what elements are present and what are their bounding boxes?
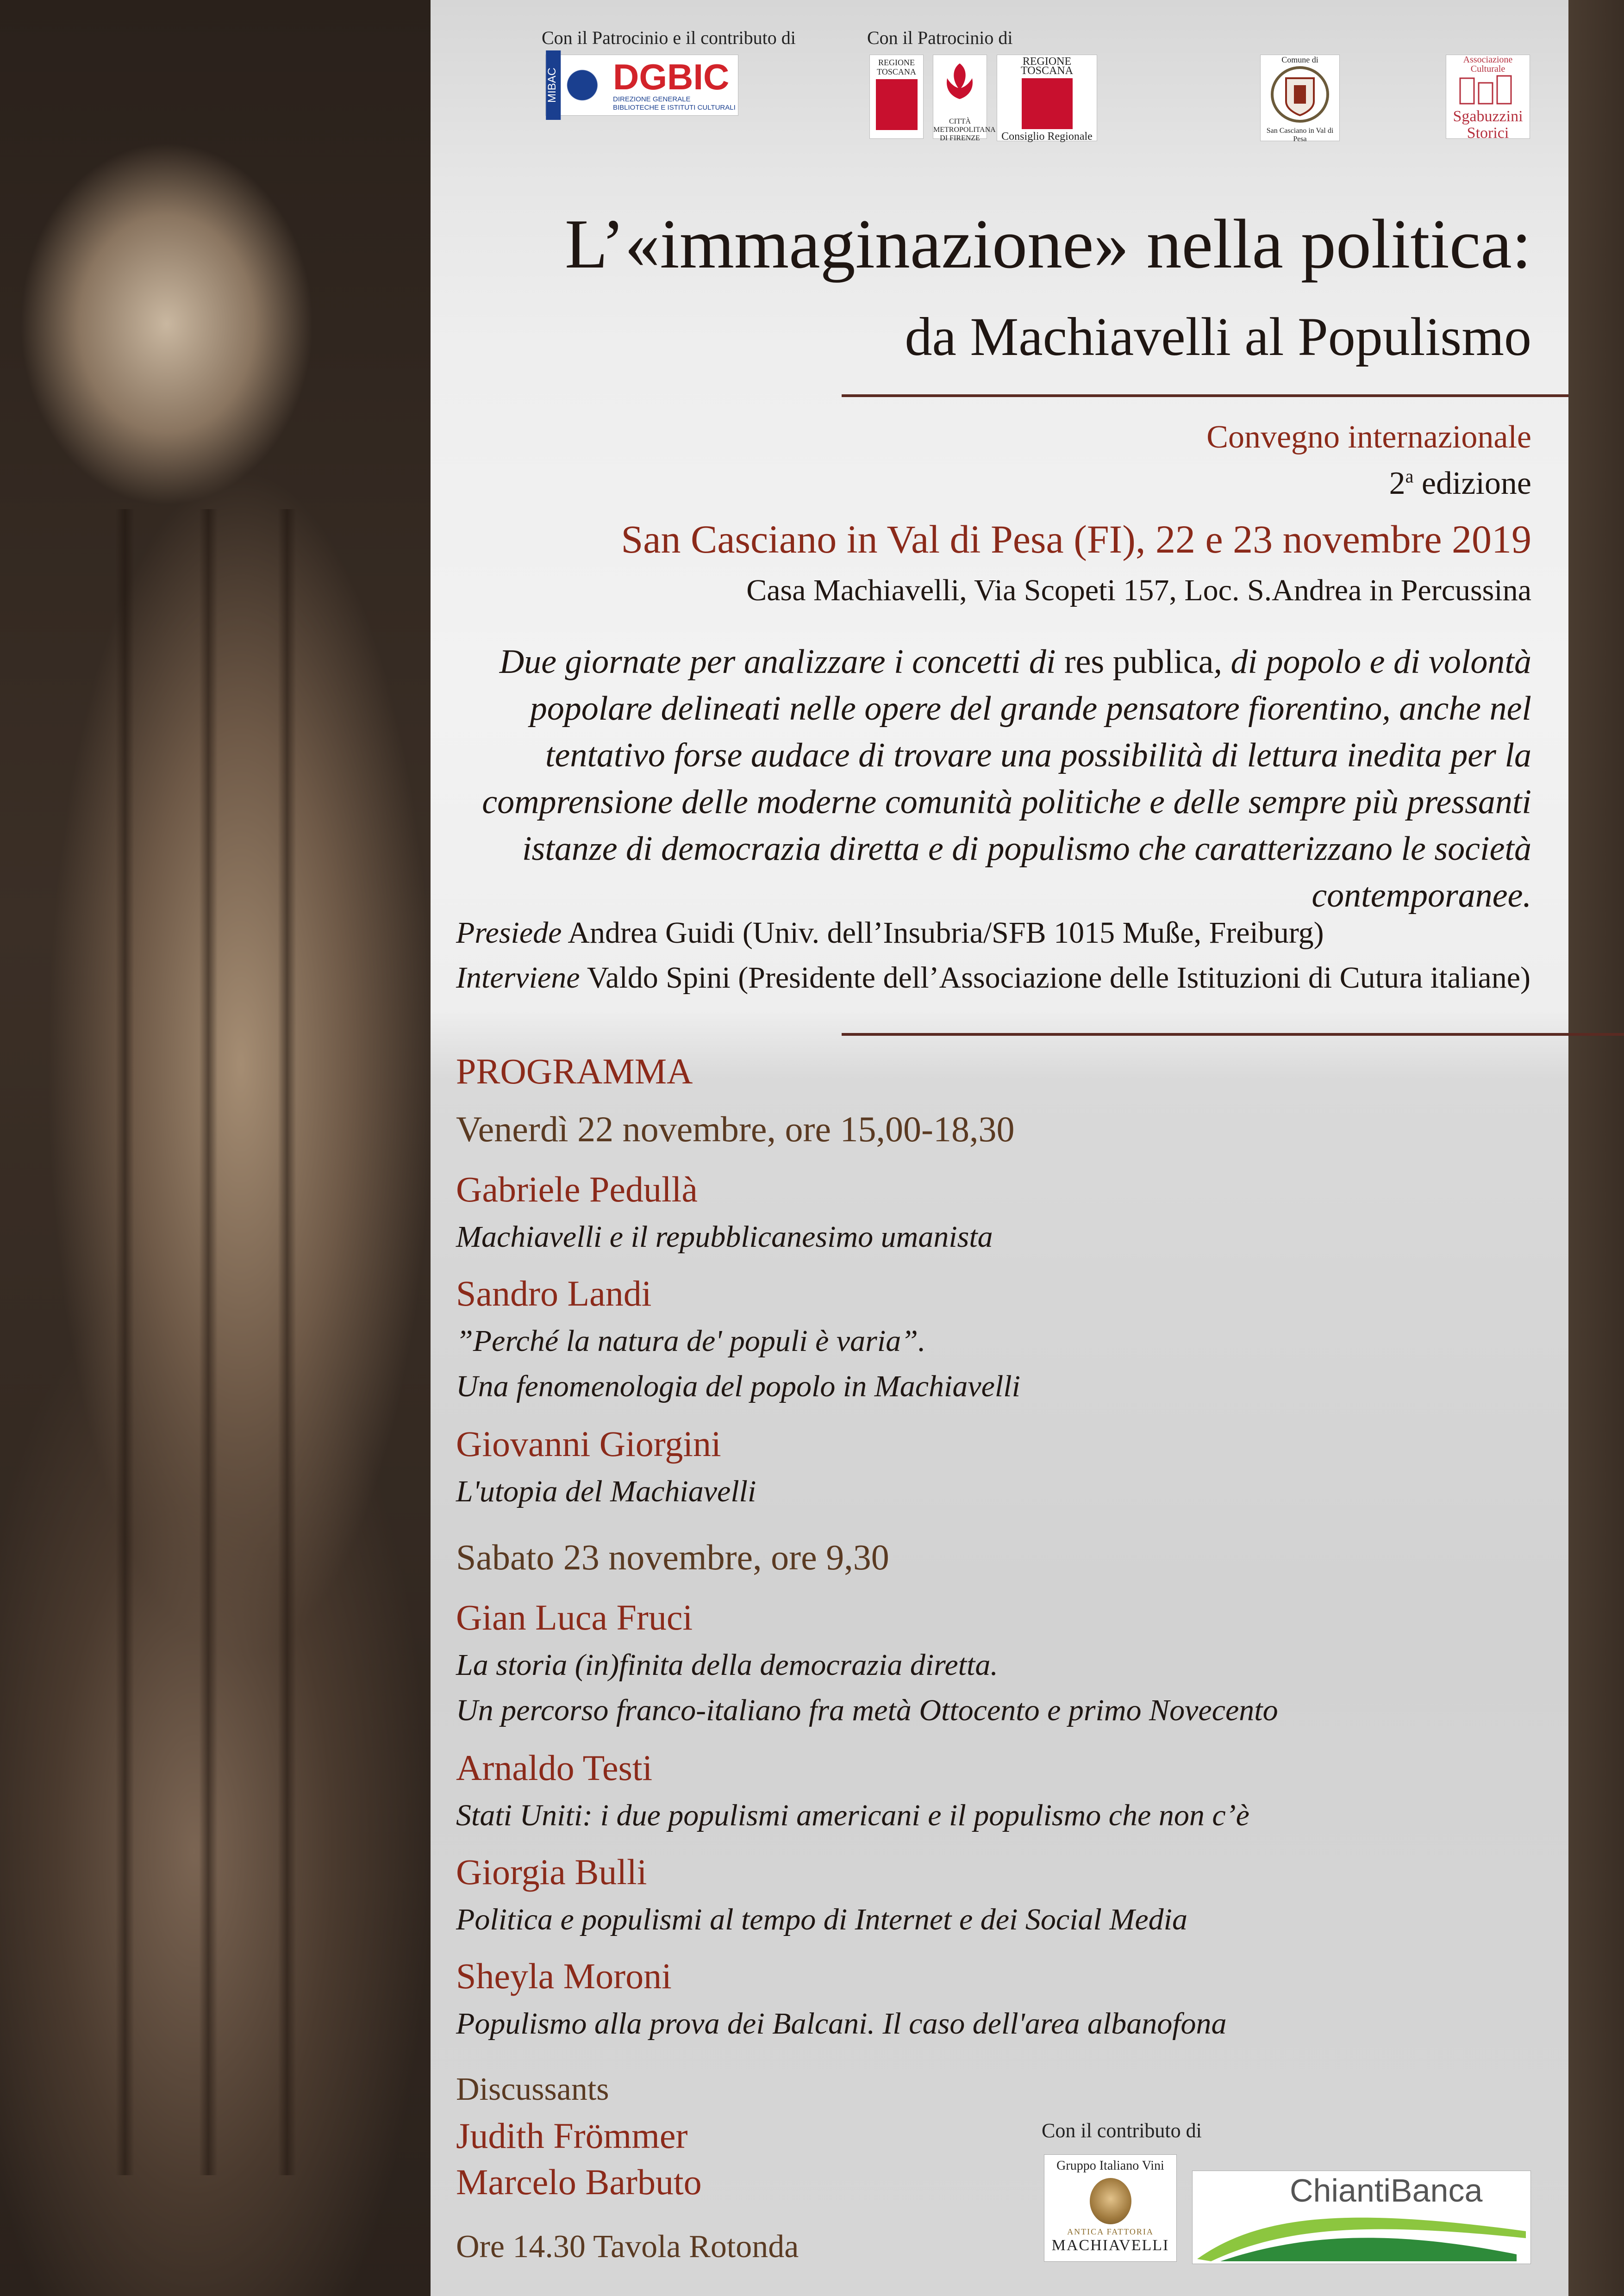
shelves-icon <box>1446 74 1530 106</box>
drapery-fold <box>116 509 134 2175</box>
event-type: Convegno internazionale <box>1206 419 1531 455</box>
dgbic-logo <box>545 55 738 116</box>
talk-title: La storia (in)finita della democrazia diretta. <box>456 1648 998 1682</box>
drapery-fold <box>199 509 218 2175</box>
speaker-affiliation: (Presidente dell’Associazione delle Istituzioni di Cutura italiane) <box>738 961 1530 995</box>
talk-title: Populismo alla prova dei Balcani. Il caso dell'area albanofona <box>456 2007 1227 2041</box>
discussant-name: Marcelo Barbuto <box>456 2162 702 2202</box>
consiglio-regionale-logo <box>997 55 1097 141</box>
speaker-name: Sandro Landi <box>456 1273 652 1313</box>
chair-line <box>456 915 1324 951</box>
regione-toscana-logo <box>869 55 924 139</box>
fleur-de-lis-icon <box>933 55 987 115</box>
day1-heading: Venerdì 22 novembre, ore 15,00-18,30 <box>456 1109 1015 1149</box>
chair-name: Andrea Guidi <box>568 916 735 950</box>
edition-number: 2 <box>1389 466 1405 501</box>
dgbic-title: DGBIC <box>613 56 730 97</box>
citta-metropolitana-label: CITTÀ METROPOLITANA DI FIRENZE <box>933 118 996 142</box>
intro-text-2: , di popolo e di volontà popolare delineati nelle opere del grande pensatore fiorentino, anche nel tentativo forse audace di trovare una possibilità di lettura inedita per la comprensione delle moderne comunità politiche e delle sempre più pressanti istanze di democrazia diretta e di populismo che caratterizzano le società contemporanee. <box>482 643 1531 915</box>
speaker-line <box>456 960 1530 996</box>
sgabuzzini-storici-logo <box>1446 55 1530 142</box>
intro-text-1: Due giornate per analizzare i concetti di <box>499 643 1064 681</box>
talk-title: Politica e populismi al tempo di Internet e dei Social Media <box>456 1903 1188 1936</box>
consiglio-top-label: REGIONE TOSCANA <box>1021 56 1073 77</box>
gruppo-top-label: Gruppo Italiano Vini <box>1056 2159 1164 2173</box>
day2-heading: Sabato 23 novembre, ore 9,30 <box>456 1537 889 1577</box>
divider-rule <box>842 394 1568 397</box>
regione-toscana-label: REGIONE TOSCANA <box>877 58 916 76</box>
right-photo-strip <box>1568 0 1624 2296</box>
conference-title: L’«immaginazione» nella politica: <box>565 205 1531 283</box>
gruppo-italiano-vini-logo <box>1044 2154 1177 2262</box>
speaker-name: Giovanni Giorgini <box>456 1424 721 1464</box>
speaker-name: Gabriele Pedullà <box>456 1169 698 1209</box>
edition <box>1389 465 1531 502</box>
speaker-name: Valdo Spini <box>587 961 731 995</box>
program-heading: PROGRAMMA <box>456 1051 693 1091</box>
citta-metropolitana-logo <box>933 55 996 142</box>
mibac-mark: MIBAC <box>546 50 561 120</box>
divider-rule <box>842 1033 1624 1036</box>
dgbic-subtitle: DIREZIONE GENERALE BIBLIOTECHE E ISTITUTI CULTURALI <box>613 95 736 112</box>
pegasus-icon <box>1022 78 1073 129</box>
machiavelli-statue-photo <box>0 0 431 2296</box>
chair-affiliation: (Univ. dell’Insubria/SFB 1015 Muße, Freiburg) <box>742 916 1324 950</box>
comune-bottom-label: San Casciano in Val di Pesa <box>1266 127 1334 143</box>
comune-logo <box>1260 55 1340 141</box>
talk-title-line2: Un percorso franco-italiano fra metà Ottocento e primo Novecento <box>456 1693 1278 1727</box>
talk-title: ”Perché la natura de' populi è varia”. <box>456 1324 926 1358</box>
round-table-line: Ore 14.30 Tavola Rotonda <box>456 2229 799 2265</box>
speaker-role: Interviene <box>456 961 580 995</box>
speaker-name: Giorgia Bulli <box>456 1852 647 1892</box>
comune-top-label: Comune di <box>1281 55 1318 64</box>
patronage-contribution-caption: Con il Patrocinio e il contributo di <box>542 27 796 48</box>
speaker-name: Sheyla Moroni <box>456 1956 672 1996</box>
pegasus-icon <box>876 79 918 130</box>
edition-word: edizione <box>1421 466 1531 501</box>
gruppo-bottom-label: MACHIAVELLI <box>1051 2237 1169 2254</box>
green-wave-icon <box>1193 2203 1530 2264</box>
discussants-label: Discussants <box>456 2072 609 2107</box>
patronage-caption: Con il Patrocinio di <box>867 27 1013 48</box>
gruppo-mid-label: ANTICA FATTORIA <box>1067 2227 1154 2236</box>
talk-title: L'utopia del Machiavelli <box>456 1475 756 1508</box>
chiantibanca-logo <box>1192 2171 1531 2264</box>
contribution-caption: Con il contributo di <box>1042 2119 1202 2142</box>
event-place-date: San Casciano in Val di Pesa (FI), 22 e 23 novembre 2019 <box>621 517 1531 561</box>
event-venue: Casa Machiavelli, Via Scopeti 157, Loc. S.Andrea in Percussina <box>746 573 1531 607</box>
associazione-name-2: Storici <box>1467 124 1509 142</box>
associazione-name-1: Sgabuzzini <box>1453 108 1523 125</box>
speaker-name: Arnaldo Testi <box>456 1748 653 1788</box>
dgbic-emblem-icon <box>564 60 609 111</box>
chair-role: Presiede <box>456 916 562 950</box>
speaker-name: Gian Luca Fruci <box>456 1597 693 1637</box>
intro-paragraph <box>467 639 1531 919</box>
medallion-icon <box>1090 2178 1131 2224</box>
consiglio-bottom-label: Consiglio Regionale <box>1001 131 1093 143</box>
talk-title: Machiavelli e il repubblicanesimo umanista <box>456 1220 993 1254</box>
drapery-fold <box>278 509 296 2175</box>
comune-coat-of-arms-icon <box>1261 64 1339 124</box>
intro-res-publica: res publica <box>1064 643 1214 681</box>
talk-title: Stati Uniti: i due populismi americani e il populismo che non c’è <box>456 1798 1249 1832</box>
talk-title-line2: Una fenomenologia del popolo in Machiavelli <box>456 1369 1020 1403</box>
discussant-name: Judith Frömmer <box>456 2116 688 2156</box>
conference-subtitle: da Machiavelli al Populismo <box>905 306 1531 367</box>
associazione-top-label: Associazione Culturale <box>1463 55 1513 74</box>
edition-superscript: a <box>1405 466 1414 487</box>
chiantibanca-name: ChiantiBanca <box>1290 2172 1483 2209</box>
